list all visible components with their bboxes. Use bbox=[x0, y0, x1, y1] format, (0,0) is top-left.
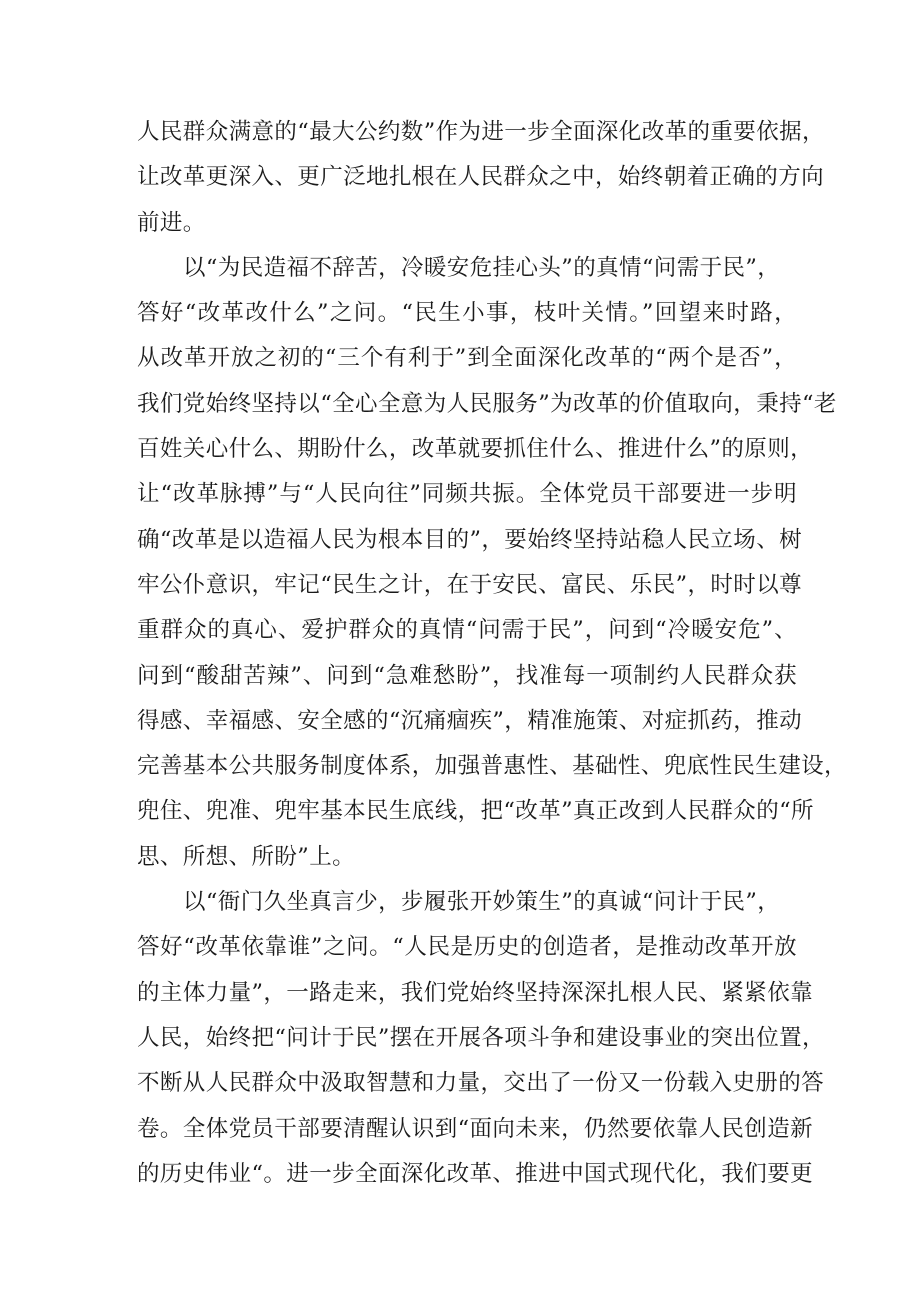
text-line: 卷。全体党员干部要清醒认识到“面向未来，仍然要依靠人民创造新 bbox=[137, 1115, 814, 1142]
paragraph bbox=[137, 246, 847, 880]
text-line: 以“为民造福不辞苦，冷暖安危挂心头”的真情“问需于民”， bbox=[183, 254, 781, 281]
text-line: 以“衙门久坐真言少，步履张开妙策生”的真诚“问计于民”， bbox=[183, 889, 781, 916]
text-line: 重群众的真心、爱护群众的真情“问需于民”，问到“冷暖安危”、 bbox=[137, 617, 797, 644]
text-line: 的主体力量”，一路走来，我们党始终坚持深深扎根人民、紧紧依靠 bbox=[137, 979, 814, 1006]
text-line: 不断从人民群众中汲取智慧和力量，交出了一份又一份载入史册的答 bbox=[137, 1070, 825, 1097]
text-line: 我们党始终坚持以“全心全意为人民服务”为改革的价值取向，秉持“老 bbox=[137, 390, 837, 417]
paragraph bbox=[137, 110, 825, 246]
text-line: 答好“改革改什么”之问。“民生小事，枝叶关情。”回望来时路， bbox=[137, 300, 797, 327]
text-line: 答好“改革依靠谁”之问。“人民是历史的创造者，是推动改革开放 bbox=[137, 934, 797, 961]
text-line: 确“改革是以造福人民为根本目的”，要始终坚持站稳人民立场、树 bbox=[137, 526, 803, 553]
text-line: 完善基本公共服务制度体系，加强普惠性、基础性、兜底性民生建设， bbox=[137, 753, 847, 780]
text-line: 让“改革脉搏”与“人民向往”同频共振。全体党员干部要进一步明 bbox=[137, 481, 797, 508]
text-line: 兜住、兜准、兜牢基本民生底线，把“改革”真正改到人民群众的“所 bbox=[137, 798, 814, 825]
text-line: 从改革开放之初的“三个有利于”到全面深化改革的“两个是否”， bbox=[137, 345, 797, 372]
text-line: 让改革更深入、更广泛地扎根在人民群众之中，始终朝着正确的方向 bbox=[137, 164, 825, 191]
text-line: 百姓关心什么、期盼什么，改革就要抓住什么、推进什么”的原则， bbox=[137, 436, 814, 463]
document-body bbox=[137, 110, 847, 1197]
text-line: 的历史伟业“。进一步全面深化改革、推进中国式现代化，我们要更 bbox=[137, 1160, 814, 1187]
paragraph bbox=[137, 880, 825, 1197]
text-line: 问到“酸甜苦辣”、问到“急难愁盼”，找准每一项制约人民群众获 bbox=[137, 662, 797, 689]
text-line: 人民群众满意的“最大公约数”作为进一步全面深化改革的重要依据， bbox=[137, 119, 825, 145]
text-line: 牢公仆意识，牢记“民生之计，在于安民、富民、乐民”，时时以尊 bbox=[137, 571, 803, 598]
text-line: 前进。 bbox=[137, 209, 206, 236]
text-line: 人民，始终把“问计于民”摆在开展各项斗争和建设事业的突出位置， bbox=[137, 1024, 825, 1051]
text-line: 思、所想、所盼”上。 bbox=[137, 843, 356, 870]
text-line: 得感、幸福感、安全感的“沉痛痼疾”，精准施策、对症抓药，推动 bbox=[137, 707, 803, 734]
